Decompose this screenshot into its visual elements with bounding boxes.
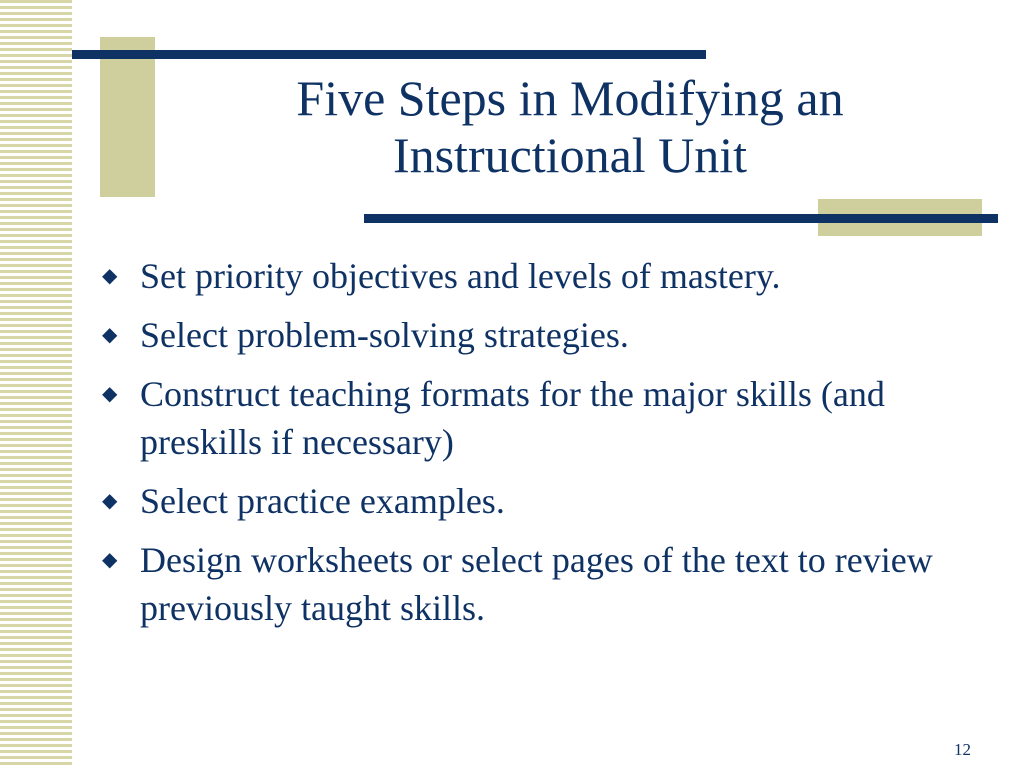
bullet-item <box>102 252 982 300</box>
bullet-item <box>102 536 982 632</box>
diamond-bullet-icon: ◆ <box>102 324 118 346</box>
bullet-text: Set priority objectives and levels of mastery. <box>140 256 781 296</box>
diamond-bullet-icon: ◆ <box>102 265 118 287</box>
bullet-text: Construct teaching formats for the major skills (and preskills if necessary) <box>140 374 885 462</box>
title-bottom-rule <box>364 214 998 223</box>
slide-title-line-2: Instructional Unit <box>392 127 748 183</box>
title-top-rule <box>72 50 706 59</box>
diamond-bullet-icon: ◆ <box>102 383 118 405</box>
slide-title-line-1: Five Steps in Modifying an <box>296 70 844 126</box>
slide-title <box>190 70 950 184</box>
bullet-item <box>102 370 982 466</box>
page-number: 12 <box>954 740 971 759</box>
decorative-side-stripes <box>0 0 72 768</box>
bullet-list <box>102 252 982 643</box>
bullet-text: Select problem-solving strategies. <box>140 315 629 355</box>
diamond-bullet-icon: ◆ <box>102 549 118 571</box>
diamond-bullet-icon: ◆ <box>102 490 118 512</box>
bullet-text: Select practice examples. <box>140 481 505 521</box>
bullet-text: Design worksheets or select pages of the text to review previously taught skills. <box>140 540 933 628</box>
decorative-tan-block-left <box>100 37 155 197</box>
bullet-item <box>102 477 982 525</box>
bullet-item <box>102 311 982 359</box>
